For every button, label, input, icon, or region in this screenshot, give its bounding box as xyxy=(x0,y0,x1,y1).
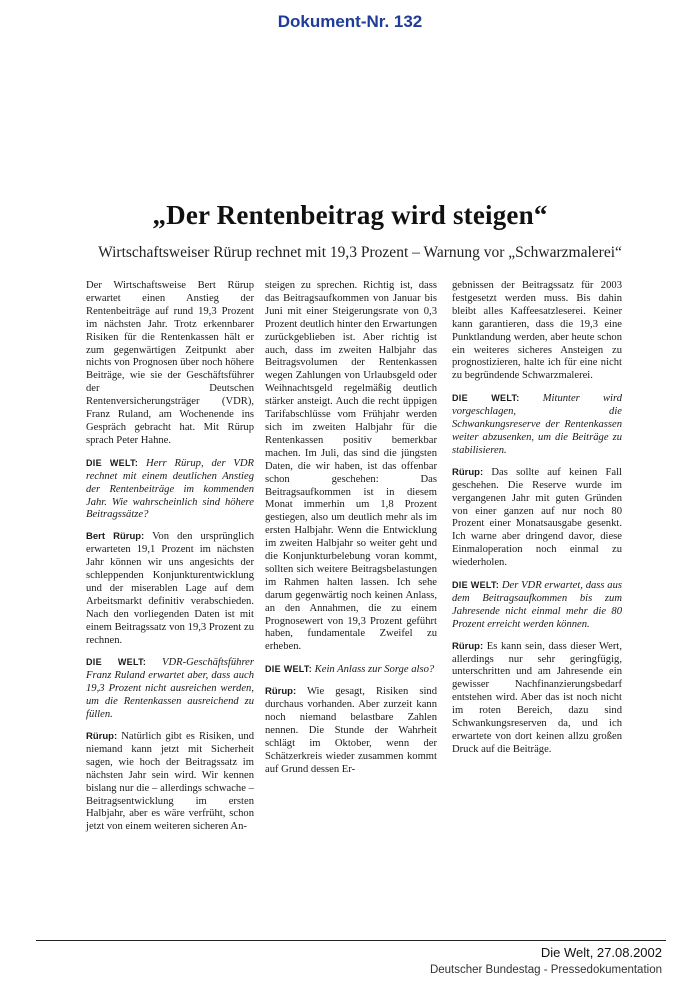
question-text: Mitunter wird vorgeschlagen, die Schwankungsreserve der Rentenkassen weiter abzusenken, um die Beiträge zu stabilisieren. xyxy=(452,393,623,456)
answer-label: Rürup: xyxy=(452,466,484,478)
question-4 xyxy=(452,392,622,458)
answer-text: Natürlich gibt es Risiken, und niemand kann jetzt mit Sicherheit sagen, wie hoch der Beitragssatz im nächsten Jahr sein wird. Wir kennen bislang nur die – allerdings schwache – Beitragsentwicklung im ersten Halbjahr, aber es wäre verfrüht, schon jetzt von einem weiteren sicheren An- xyxy=(86,731,254,833)
answer-text: Von den ursprünglich erwarteten 19,1 Prozent im nächsten Jahr können wir uns angesichts der schleppenden Konjunkturentwicklung und der miserablen Lage auf dem Arbeitsmarkt definitiv verabschieden. Nach den vorliegenden Daten ist mit einem Beitragssatz von 19,3 Prozent zu rechnen. xyxy=(86,531,254,646)
question-text: VDR-Geschäftsführer Franz Ruland erwartet aber, dass auch 19,3 Prozent nicht ausreichen werden, um die Rentenkassen ausreichend zu füllen. xyxy=(86,657,255,721)
article-column-3 xyxy=(452,280,622,766)
question-5 xyxy=(452,579,622,632)
answer-text: Es kann sein, dass dieser Wert, allerdings nur sehr geringfügig, unterschritten und am Jahresende ein gewisser Nachfinanzierungsbedarf entstehen wird. Aber das ist noch nicht im roten Bereich, dazu sind Schwankungsreserven da, und ich erwartete von dort keinen allzu großen Druck auf die Beiträge. xyxy=(452,640,622,755)
question-1 xyxy=(86,457,254,523)
answer-label: Rürup: xyxy=(265,686,297,698)
answer-label: Rürup: xyxy=(86,731,118,742)
answer-text: Wie gesagt, Risiken sind durchaus vorhanden. Aber zurzeit kann noch niemand belastbare Zahlen nennen. Die Stunde der Wahrheit schlägt im Oktober, wenn der Schätzerkreis wieder zusammen kommt auf Grund dessen Er- xyxy=(265,686,437,775)
article-subheadline: Wirtschaftsweiser Rürup rechnet mit 19,3 Prozent – Warnung vor „Schwarzmalerei“ xyxy=(98,244,622,261)
answer-5 xyxy=(452,641,622,757)
answer-3 xyxy=(265,686,437,776)
question-2 xyxy=(86,656,254,722)
answer-4 xyxy=(452,467,622,570)
answer-label: Bert Rürup: xyxy=(86,531,145,543)
document-number: Dokument-Nr. 132 xyxy=(277,12,423,31)
question-text: Herr Rürup, der VDR rechnet mit einem deutlichen Anstieg der Rentenbeiträge im kommenden Jahr. Wie wahrscheinlich sind höhere Beitragssätze? xyxy=(86,457,254,521)
answer-2 xyxy=(86,731,254,834)
article-headline: „Der Rentenbeitrag wird steigen“ xyxy=(152,200,548,230)
question-3 xyxy=(265,663,437,677)
answer-3-continued: gebnissen der Beitragssatz für 2003 festgesetzt werden muss. Bis dahin bleibt alles Kaffeesatzleserei. Keiner kann garantieren, dass die 19,3 eine Punktlandung werden, aber heute schon ein weiteres sicheres Ansteigen zu prognostizieren, halte ich für eine nicht zu begründende Schwarzmalerei. xyxy=(452,280,622,382)
question-label: DIE WELT: xyxy=(86,657,147,668)
answer-2-continued: steigen zu sprechen. Richtig ist, dass das Beitragsaufkommen von Januar bis Juni mit einer Steigerungsrate von 0,3 Prozent deutlich hinter den Erwartungen zurückgeblieben ist. Aber richtig ist auch, dass im zweiten Halbjahr das Beitragsvolumen der Rentenkassen wegen Zahlungen von Urlaubsgeld oder Weihnachtsgeld regelmäßig deutlich stärker ansteigt. Auch die recht üppigen Tarifabschlüsse vom Frühjahr werden sich im zweiten Halbjahr für die Rentenkassen positiv bemerkbar machen. Im Juli, das sind die jüngsten Daten, die wir haben, ist das offenbar schon geschehen: Das Beitragsaufkommen ist in diesem Monat immerhin um 1,8 Prozent gestiegen, also um deutlich mehr als im ersten Halbjahr. Wenn die Entwicklung im zweiten Halbjahr so weiter geht und die Konjunkturbelebung voran kommt, sollten sich weitere Beitragsbelastungen im Rahmen halten lassen. Ich sehe darum gegenwärtig noch keinen Anlass, an den Annahmen, die zu einem Prognosewert von 19,3 Prozent geführt haben, fundamentale Zweifel zu erheben. xyxy=(265,280,437,653)
answer-label: Rürup: xyxy=(452,640,484,652)
article-column-2 xyxy=(265,280,437,786)
answer-1 xyxy=(86,531,254,647)
question-text: Der VDR erwartet, dass aus dem Beitragsaufkommen bis zum Jahresende nicht einmal mehr die 80 Prozent erreicht werden können. xyxy=(452,580,622,630)
answer-text: Das sollte auf keinen Fall geschehen. Die Reserve wurde im vergangenen Jahr mit guten Gründen von einer ganzen auf nur noch 80 Prozent einer Monatsausgabe gesenkt. Ich warne aber dringend davor, diese Einmaloperation noch einmal zu wiederholen. xyxy=(452,466,622,569)
question-label: DIE WELT: xyxy=(265,664,313,675)
source-line: Die Welt, 27.08.2002 xyxy=(540,945,662,960)
question-label: DIE WELT: xyxy=(452,393,520,404)
footer-divider xyxy=(36,940,666,941)
question-label: DIE WELT: xyxy=(86,457,139,468)
question-label: DIE WELT: xyxy=(452,580,500,591)
footer-text: Deutscher Bundestag - Pressedokumentation xyxy=(429,964,662,976)
article-column-1 xyxy=(86,280,254,843)
question-text: Kein Anlass zur Sorge also? xyxy=(312,664,435,676)
article-intro: Der Wirtschaftsweise Bert Rürup erwartet einen Anstieg der Rentenbeiträge auf rund 19,3 Prozent im nächsten Jahr. Trotz erkennbarer Risiken für die Rentenkassen hält er zum gegenwärtigen Zeitpunkt aber nichts von Prognosen über noch höhere Beiträge, wie sie der Geschäftsführer der Deutschen Rentenversicherungsträger (VDR), Franz Ruland, am Wochenende ins Gespräch gebracht hat. Mit Rürup sprach Peter Hahne. xyxy=(86,280,254,446)
